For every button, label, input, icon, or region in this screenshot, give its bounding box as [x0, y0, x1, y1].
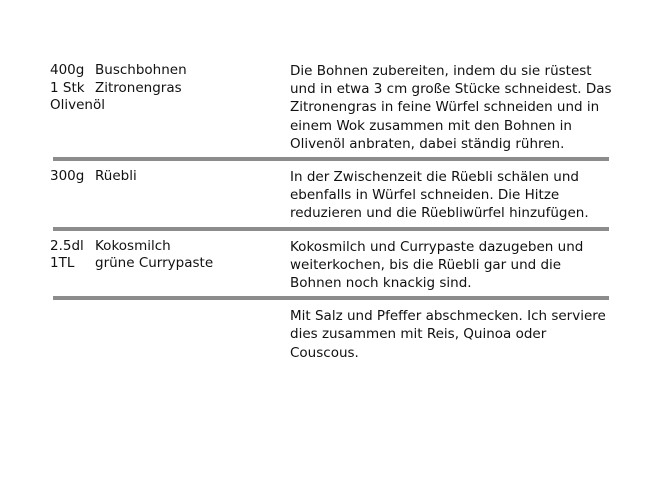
ingredient-name: Olivenöl [50, 97, 105, 113]
ingredient-quantity: 400g [50, 62, 85, 78]
recipe-table [50, 62, 620, 366]
ingredient-row [50, 238, 290, 256]
recipe-step-3 [50, 231, 620, 297]
ingredient-row [50, 168, 290, 186]
ingredient-list [50, 238, 290, 293]
ingredient-row [50, 80, 290, 98]
ingredient-name: grüne Currypaste [95, 255, 214, 272]
ingredient-list [50, 307, 290, 362]
ingredient-quantity: 300g [50, 168, 85, 185]
ingredient-name: Rüebli [95, 168, 137, 185]
ingredient-row [50, 255, 290, 273]
ingredient-quantity: 2.5dl [50, 237, 84, 254]
ingredient-row [50, 97, 290, 115]
recipe-step-2 [50, 161, 620, 227]
ingredient-quantity: 1 Stk [50, 79, 85, 96]
ingredient-name: Buschbohnen [95, 62, 187, 78]
instruction-text: Mit Salz und Pfeffer abschmecken. Ich serviere dies zusammen mit Reis, Quinoa oder Couscous. [290, 308, 606, 361]
instruction-text: Die Bohnen zubereiten, indem du sie rüstest und in etwa 3 cm große Stücke schneidest. Das Zitronengras in feine Würfel schneiden und in einem Wok zusammen mit den Bohnen in Olivenöl anbraten, dabei ständig rühren. [290, 63, 612, 152]
instruction-text: Kokosmilch und Currypaste dazugeben und weiterkochen, bis die Rüebli gar und die Bohnen noch knackig sind. [290, 238, 584, 292]
ingredient-row [50, 62, 290, 80]
recipe-step-1 [50, 62, 620, 157]
recipe-step-4 [50, 300, 620, 366]
ingredient-list [50, 168, 290, 223]
ingredient-quantity: 1TL [50, 255, 75, 272]
instruction-text: In der Zwischenzeit die Rüebli schälen und ebenfalls in Würfel schneiden. Die Hitze reduzieren und die Rüebliwürfel hinzufügen. [290, 169, 589, 222]
ingredient-name: Kokosmilch [95, 237, 171, 254]
ingredient-list [50, 62, 290, 153]
ingredient-name: Zitronengras [95, 79, 182, 96]
